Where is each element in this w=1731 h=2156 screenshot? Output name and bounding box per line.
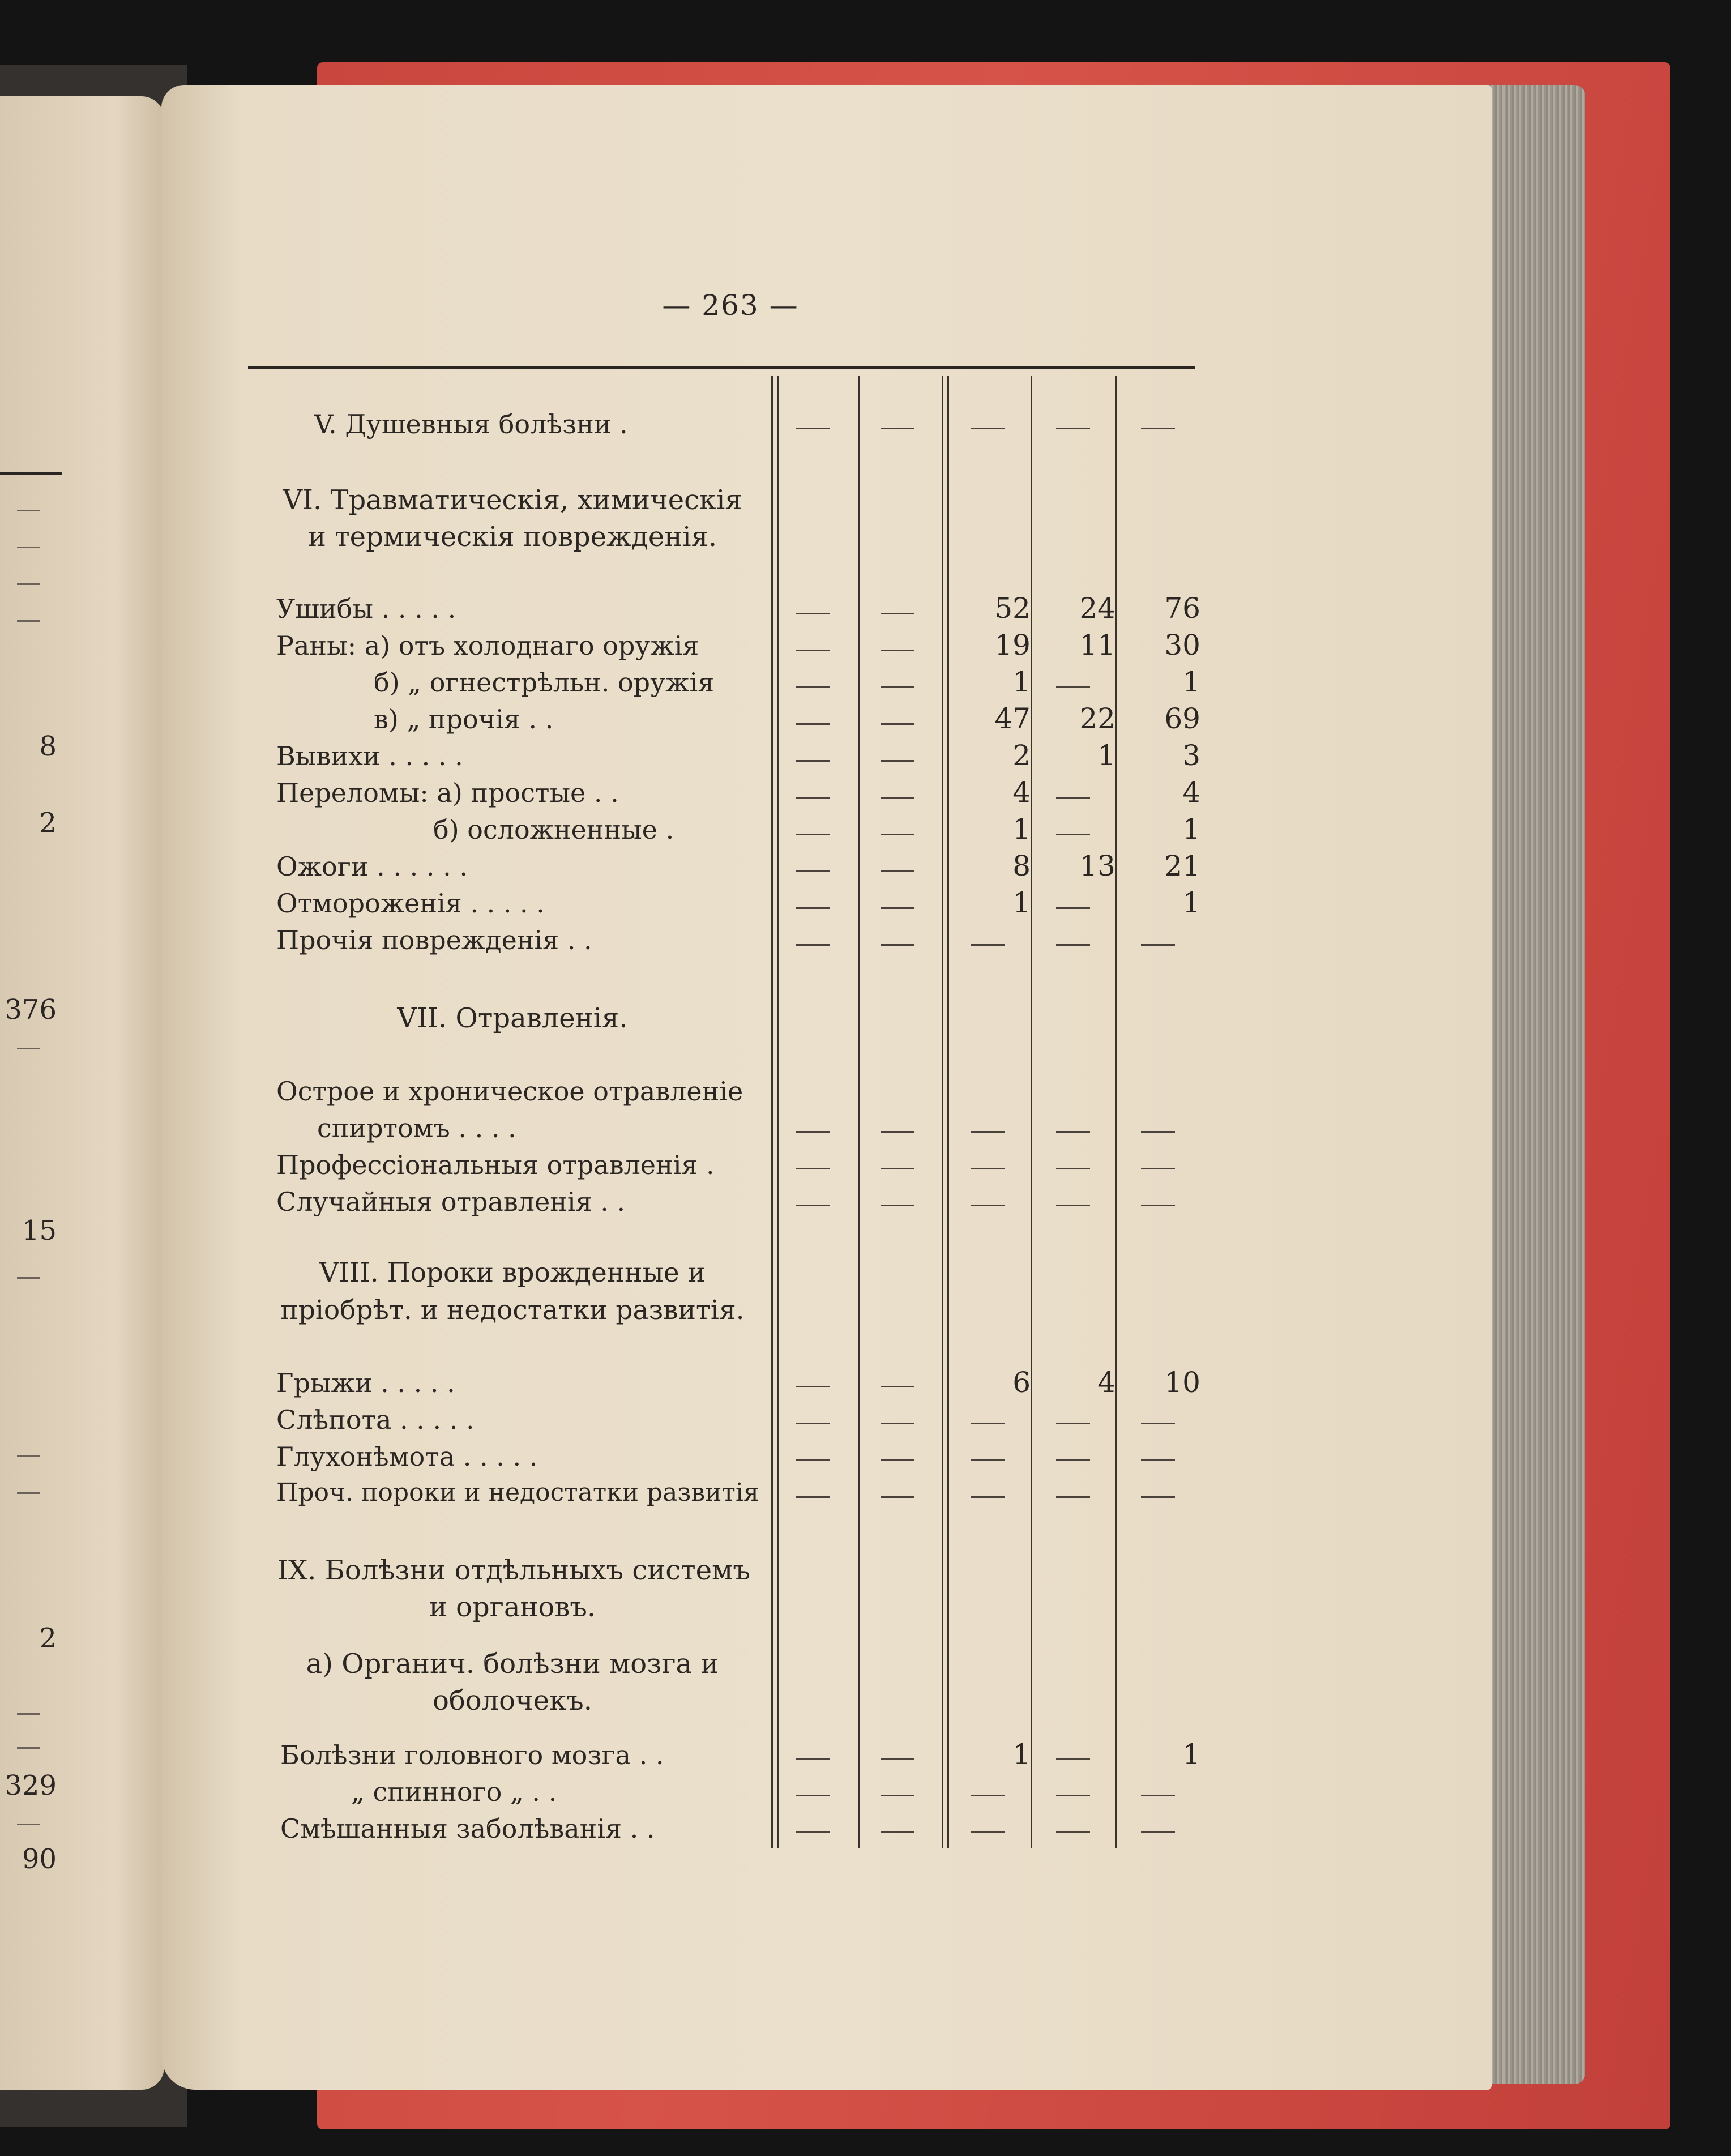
empty-cell-dash <box>796 650 830 651</box>
row-label: Ушибы . . . . . <box>276 594 456 624</box>
cell-value: 3 <box>1182 739 1200 772</box>
column-divider <box>1115 376 1117 1848</box>
empty-cell-dash <box>881 1168 914 1169</box>
column-divider <box>1031 376 1032 1848</box>
empty-cell-dash <box>1056 686 1090 688</box>
cell-value: 19 <box>994 629 1031 661</box>
empty-cell-dash <box>971 1795 1005 1796</box>
empty-cell-dash <box>796 723 830 725</box>
cell-value: 4 <box>1097 1366 1115 1399</box>
left-page-number: 376 <box>5 994 57 1026</box>
section-heading-vi: VI. Травматическія, химическія <box>283 484 742 516</box>
empty-cell-dash <box>881 1758 914 1760</box>
empty-cell-dash <box>1056 907 1090 909</box>
empty-cell-dash <box>796 1205 830 1206</box>
empty-cell-dash <box>881 1423 914 1424</box>
empty-cell-dash <box>971 1205 1005 1206</box>
empty-cell-dash <box>971 428 1005 429</box>
empty-cell-dash <box>1141 1496 1175 1498</box>
empty-cell-dash <box>881 650 914 651</box>
cell-value: 13 <box>1079 849 1115 882</box>
cell-value: 1 <box>1012 813 1031 846</box>
row-label: Грыжи . . . . . <box>276 1368 455 1398</box>
empty-cell-dash <box>881 1831 914 1833</box>
empty-cell-dash <box>1056 944 1090 946</box>
cell-value: 1 <box>1097 739 1115 772</box>
empty-cell-dash <box>796 1831 830 1833</box>
left-page <box>0 96 164 2090</box>
cell-value: 6 <box>1012 1366 1031 1399</box>
cell-value: 1 <box>1012 1738 1031 1771</box>
row-label: „ спинного „ . . <box>351 1777 557 1807</box>
left-dash <box>17 1713 40 1715</box>
empty-cell-dash <box>1056 1131 1090 1133</box>
cell-value: 1 <box>1182 1738 1200 1771</box>
empty-cell-dash <box>796 1758 830 1760</box>
empty-cell-dash <box>796 870 830 872</box>
cell-value: 30 <box>1164 629 1200 661</box>
empty-cell-dash <box>1141 1423 1175 1424</box>
left-dash <box>17 547 40 548</box>
left-page-number: 2 <box>39 807 57 839</box>
empty-cell-dash <box>796 1131 830 1133</box>
left-page-rule <box>0 472 62 475</box>
empty-cell-dash <box>796 1423 830 1424</box>
row-label: Острое и хроническое отравленіе <box>276 1076 743 1107</box>
empty-cell-dash <box>881 1459 914 1461</box>
cell-value: 10 <box>1164 1366 1200 1399</box>
empty-cell-dash <box>881 834 914 835</box>
empty-cell-dash <box>971 944 1005 946</box>
left-dash <box>17 1277 40 1279</box>
left-page-number: 329 <box>5 1770 57 1801</box>
empty-cell-dash <box>881 870 914 872</box>
empty-cell-dash <box>881 1386 914 1387</box>
row-label: б) осложненные . <box>433 814 674 845</box>
empty-cell-dash <box>796 1459 830 1461</box>
subsection-heading-ixa: а) Органич. болѣзни мозга и <box>306 1648 719 1680</box>
empty-cell-dash <box>881 723 914 725</box>
cell-value: 4 <box>1012 776 1031 809</box>
empty-cell-dash <box>1056 428 1090 429</box>
empty-cell-dash <box>796 944 830 946</box>
row-label: Прочія поврежденія . . <box>276 925 592 955</box>
empty-cell-dash <box>1056 1423 1090 1424</box>
row-label: Отмороженія . . . . . <box>276 888 545 919</box>
empty-cell-dash <box>1141 1168 1175 1169</box>
empty-cell-dash <box>1056 797 1090 799</box>
left-dash <box>17 1048 40 1049</box>
cell-value: 69 <box>1164 702 1200 735</box>
empty-cell-dash <box>796 1795 830 1796</box>
empty-cell-dash <box>1141 1795 1175 1796</box>
cell-value: 21 <box>1164 849 1200 882</box>
empty-cell-dash <box>1056 1758 1090 1760</box>
column-divider <box>947 376 949 1848</box>
empty-cell-dash <box>1141 1131 1175 1133</box>
empty-cell-dash <box>796 1168 830 1169</box>
row-label: Болѣзни головного мозга . . <box>280 1740 664 1770</box>
empty-cell-dash <box>881 1205 914 1206</box>
empty-cell-dash <box>796 686 830 688</box>
empty-cell-dash <box>1056 1831 1090 1833</box>
left-page-number: 2 <box>39 1623 57 1654</box>
empty-cell-dash <box>881 1131 914 1133</box>
row-label: Профессіональныя отравленія . <box>276 1150 715 1180</box>
empty-cell-dash <box>1141 428 1175 429</box>
empty-cell-dash <box>971 1131 1005 1133</box>
cell-value: 24 <box>1079 592 1115 625</box>
empty-cell-dash <box>971 1423 1005 1424</box>
empty-cell-dash <box>881 1795 914 1796</box>
cell-value: 47 <box>994 702 1031 735</box>
row-label: Глухонѣмота . . . . . <box>276 1441 538 1472</box>
column-divider <box>777 376 779 1848</box>
section-heading-ix: IX. Болѣзни отдѣльныхъ системъ <box>277 1555 750 1586</box>
column-divider <box>771 376 773 1848</box>
row-label: Раны: а) отъ холоднаго оружія <box>276 630 699 661</box>
empty-cell-dash <box>881 944 914 946</box>
section-heading-v: V. Душевныя болѣзни . <box>314 409 628 439</box>
cell-value: 8 <box>1012 849 1031 882</box>
empty-cell-dash <box>1056 1459 1090 1461</box>
empty-cell-dash <box>1056 834 1090 835</box>
left-dash <box>17 510 40 511</box>
cell-value: 76 <box>1164 592 1200 625</box>
empty-cell-dash <box>1141 1459 1175 1461</box>
left-dash <box>17 620 40 622</box>
cell-value: 22 <box>1079 702 1115 735</box>
section-heading-vii: VII. Отравленія. <box>397 1002 628 1034</box>
empty-cell-dash <box>796 428 830 429</box>
empty-cell-dash <box>796 797 830 799</box>
empty-cell-dash <box>796 613 830 614</box>
left-page-number: 8 <box>39 731 57 762</box>
empty-cell-dash <box>1056 1168 1090 1169</box>
row-label: Ожоги . . . . . . <box>276 851 468 882</box>
cell-value: 11 <box>1079 629 1115 661</box>
empty-cell-dash <box>881 1496 914 1498</box>
column-divider <box>858 376 860 1848</box>
empty-cell-dash <box>796 1496 830 1498</box>
cell-value: 52 <box>994 592 1031 625</box>
empty-cell-dash <box>881 907 914 909</box>
section-heading-vi-cont: и термическія поврежденія. <box>307 521 717 553</box>
row-label: Проч. пороки и недостатки развитія <box>276 1478 759 1507</box>
table-top-rule <box>248 366 1195 369</box>
left-page-number: 90 <box>22 1843 57 1875</box>
empty-cell-dash <box>971 1168 1005 1169</box>
empty-cell-dash <box>1056 1795 1090 1796</box>
empty-cell-dash <box>1056 1205 1090 1206</box>
section-heading-viii: VIII. Пороки врожденные и пріобрѣт. и недостатки развитія. <box>280 1257 745 1326</box>
empty-cell-dash <box>1056 1496 1090 1498</box>
cell-value: 1 <box>1182 665 1200 698</box>
cell-value: 1 <box>1012 665 1031 698</box>
page-number: — 263 — <box>662 289 799 322</box>
row-label: б) „ огнестрѣльн. оружія <box>374 667 715 698</box>
row-label: Вывихи . . . . . <box>276 741 463 771</box>
empty-cell-dash <box>1141 944 1175 946</box>
empty-cell-dash <box>881 428 914 429</box>
empty-cell-dash <box>796 834 830 835</box>
empty-cell-dash <box>881 797 914 799</box>
row-label: Смѣшанныя заболѣванія . . <box>280 1813 655 1844</box>
cell-value: 1 <box>1182 813 1200 846</box>
empty-cell-dash <box>881 760 914 762</box>
empty-cell-dash <box>1141 1205 1175 1206</box>
empty-cell-dash <box>971 1496 1005 1498</box>
row-label: Переломы: а) простые . . <box>276 778 619 808</box>
left-page-number: 15 <box>22 1215 57 1246</box>
cell-value: 1 <box>1012 886 1031 919</box>
empty-cell-dash <box>796 907 830 909</box>
cell-value: 4 <box>1182 776 1200 809</box>
row-label: Слѣпота . . . . . <box>276 1404 475 1435</box>
empty-cell-dash <box>796 1386 830 1387</box>
empty-cell-dash <box>796 760 830 762</box>
empty-cell-dash <box>881 686 914 688</box>
row-label: спиртомъ . . . . <box>317 1113 516 1143</box>
section-heading-ix-cont: и органовъ. <box>429 1591 596 1623</box>
empty-cell-dash <box>881 613 914 614</box>
empty-cell-dash <box>971 1459 1005 1461</box>
column-divider <box>942 376 943 1848</box>
empty-cell-dash <box>1141 1831 1175 1833</box>
left-dash <box>17 1824 40 1825</box>
cell-value: 2 <box>1012 739 1031 772</box>
left-dash <box>17 1492 40 1494</box>
left-dash <box>17 583 40 585</box>
cell-value: 1 <box>1182 886 1200 919</box>
left-dash <box>17 1455 40 1457</box>
subsection-heading-ixa-cont: оболочекъ. <box>432 1685 593 1717</box>
row-label: Случайныя отравленія . . <box>276 1186 626 1217</box>
empty-cell-dash <box>971 1831 1005 1833</box>
row-label: в) „ прочія . . <box>374 704 554 735</box>
left-dash <box>17 1747 40 1749</box>
